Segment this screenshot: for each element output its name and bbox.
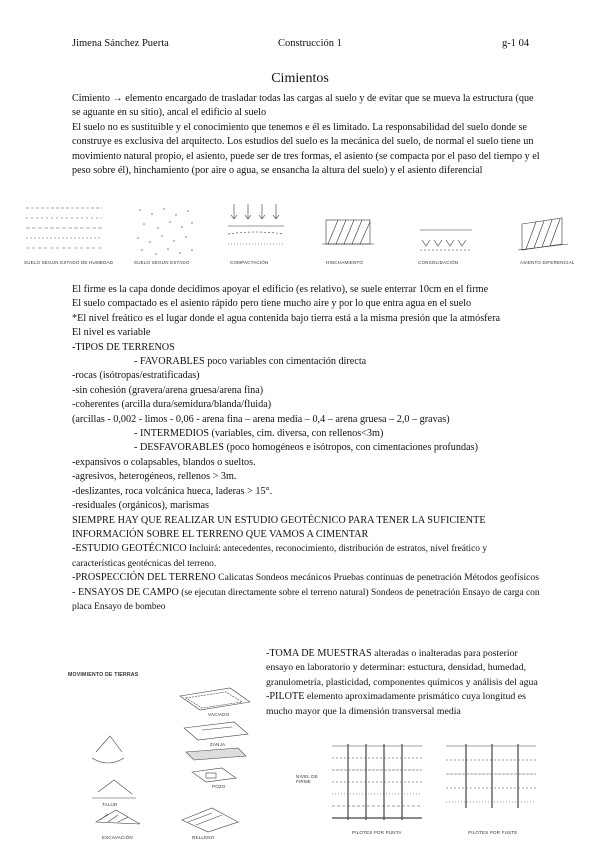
muestras-text: alteradas o inalteradas para posterior ensayo en laboratorio y determinar: estuctura, densidad, humedad, granulometría, plasticidad, componentes químicos y análisis del agua xyxy=(266,648,538,688)
pile-drawing xyxy=(296,738,542,838)
desf-item-1: -expansivos o colapsables, blandos o sueltos. xyxy=(72,456,256,468)
right-column-text xyxy=(266,647,538,719)
fav-item-4: (arcillas - 0,002 - limos - 0,06 - arena fina – arena media – 0,4 – arena gruesa – 2,0 – gravas) xyxy=(72,413,450,425)
estudio-text: Incluirá: antecedentes, reconocimiento, distribución de estratos, nivel freático y características geotécnicas del terreno. xyxy=(72,544,488,569)
earth-movement-figure xyxy=(62,672,262,844)
fav-item-1: -rocas (isótropas/estratificadas) xyxy=(72,370,200,382)
favorables-heading: - FAVORABLES poco variables con cimentación directa xyxy=(134,356,367,368)
pile-left-label: NIVEL DE FIRME xyxy=(296,774,318,784)
humidity-diagram xyxy=(26,208,102,248)
tipos-heading: -TIPOS DE TERRENOS xyxy=(72,341,175,353)
state-diagram xyxy=(137,208,193,255)
compaction-diagram xyxy=(228,204,284,244)
pile-caption-left: PILOTES POR PUNTA xyxy=(352,830,402,835)
ensayos-paragraph xyxy=(72,586,540,615)
label-talud: TALUD xyxy=(102,802,118,807)
terrain-text-block xyxy=(72,283,540,614)
ensayos-lead: - ENSAYOS DE CAMPO xyxy=(72,586,179,598)
soil-diagrams xyxy=(22,200,588,268)
firme-line: El firme es la capa donde decidimos apoyar el edificio (es relativo), se suele enterrar 10cm en el firme xyxy=(72,284,489,295)
earth-movement-drawing xyxy=(62,672,262,844)
header-code: g-1 04 xyxy=(502,38,530,49)
label-relleno: RELLENO xyxy=(192,835,215,840)
intermedios-heading: - INTERMEDIOS (variables, cim. diversa, con rellenos<3m) xyxy=(134,428,384,440)
caption-compaction: COMPACTACIÓN xyxy=(230,260,269,265)
fav-item-3: -coherentes (arcilla dura/semidura/blanda/fluida) xyxy=(72,399,272,411)
intro-paragraph-2: El suelo no es sustituible y el conocimiento que tenemos e él es limitado. La responsabilidad del suelo donde se construye es exclusiva del arquitecto. Los estudios del suelo es la mecánica del suelo, de normal el suelo tiene un movimiento natural propio, el asiento, puede ser de tres formas, el asiento (se compacta por el paso del tiempo y el peso sobre él), hinchamiento (por aire o agua, se ensancha la altura del suelo) y el asiento diferencial xyxy=(72,121,540,177)
prospeccion-text: Calicatas Sondeos mecánicos Pruebas continuas de penetración Métodos geofísicos xyxy=(215,572,539,584)
caption-differential: ASIENTO DIFERENCIAL xyxy=(520,260,575,265)
desf-item-2: -agresivos, heterogéneos, rellenos > 3m. xyxy=(72,471,237,483)
differential-settlement-diagram xyxy=(518,218,568,250)
emphasis-paragraph: SIEMPRE HAY QUE REALIZAR UN ESTUDIO GEOTÉCNICO PARA TENER LA SUFICIENTE INFORMACIÓN SOBRE EL TERRENO QUE VAMOS A CIMENTAR xyxy=(72,514,486,540)
prospeccion-lead: -PROSPECCIÓN DEL TERRENO xyxy=(72,572,216,584)
pile-figure xyxy=(296,738,542,844)
prospeccion-paragraph xyxy=(72,571,540,585)
desf-item-4: -residuales (orgánicos), marismas xyxy=(72,500,210,512)
pilote-text: elemento aproximadamente prismático cuya longitud es mucho mayor que la dimensión transversal media xyxy=(266,691,526,717)
caption-consolidation: CONSOLIDACIÓN xyxy=(418,260,459,265)
header-course: Construcción 1 xyxy=(278,38,342,49)
page-title: Cimientos xyxy=(271,71,329,86)
fav-item-2: -sin cohesión (gravera/arena gruesa/arena fina) xyxy=(72,384,264,396)
label-excavacion: EXCAVACIÓN xyxy=(102,835,133,840)
pile-caption-right: PILOTES POR FUSTE xyxy=(468,830,518,835)
desf-item-3: -deslizantes, roca volcánica hueca, laderas > 15°. xyxy=(72,485,273,497)
pilote-paragraph xyxy=(266,690,538,719)
intro-paragraph-1: Cimiento → elemento encargado de trasladar todas las cargas al suelo y de evitar que se mueva la estructura (que se aguante en su sitio), ancal el edificio al suelo xyxy=(72,93,534,119)
header-author: Jimena Sánchez Puerta xyxy=(72,38,169,49)
desfavorables-heading: - DESFAVORABLES (poco homogéneos e isótropos, con cimentaciones profundas) xyxy=(134,442,478,454)
swelling-diagram xyxy=(322,220,374,244)
ensayos-text: (se ejecutan directamente sobre el terreno natural) Sondeos de penetración Ensayo de carga con placa Ensayo de bombeo xyxy=(72,587,540,612)
estudio-paragraph xyxy=(72,542,540,571)
freatico-line: *El nivel freático es el lugar donde el agua contenida bajo tierra está a la misma presión que la atmósfera xyxy=(72,312,500,324)
compactado-line: El suelo compactado es el asiento rápido pero tiene mucho aire y por lo que entra agua en el suelo xyxy=(72,298,472,310)
label-vaciado: VACIADO xyxy=(208,712,230,717)
intro-block xyxy=(72,92,540,178)
earth-figure-title: MOVIMIENTO DE TIERRAS xyxy=(68,672,139,678)
caption-swelling: HINCHAMIENTO xyxy=(326,260,364,265)
consolidation-diagram xyxy=(420,230,472,250)
label-pozo: POZO xyxy=(212,784,226,789)
muestras-lead: -TOMA DE MUESTRAS xyxy=(266,648,372,659)
muestras-paragraph xyxy=(266,647,538,690)
pilote-lead: -PILOTE xyxy=(266,691,305,703)
caption-state: SUELO SEGÚN ESTADO xyxy=(134,260,190,265)
soil-movement-figure-strip xyxy=(22,200,588,268)
caption-humidity: SUELO SEGÚN ESTADO DE HUMEDAD xyxy=(24,260,114,265)
estudio-lead: -ESTUDIO GEOTÉCNICO xyxy=(72,543,187,555)
label-zanja: ZANJA xyxy=(210,742,226,747)
nivel-line: El nivel es variable xyxy=(72,327,151,339)
